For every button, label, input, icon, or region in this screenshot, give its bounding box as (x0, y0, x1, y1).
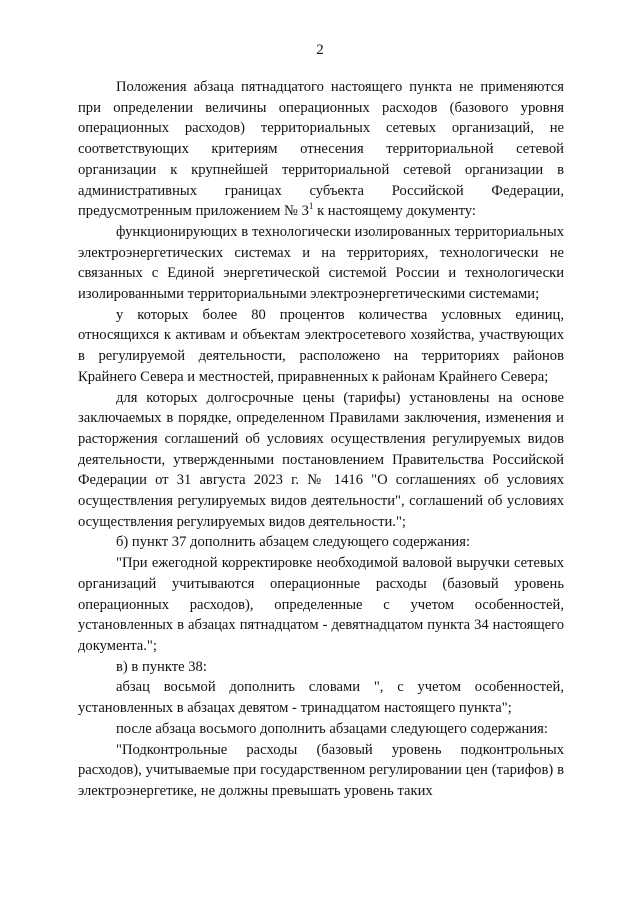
paragraph-item-b: б) пункт 37 дополнить абзацем следующего содержания: (116, 534, 471, 551)
paragraph-after-eighth: после абзаца восьмого дополнить абзацами следующего содержания: (116, 720, 548, 737)
paragraph-controlled-expenses: "Подконтрольные расходы (базовый уровень подконтрольных расходов), учитываемые при государственном регулировании цен (тарифов) в электроэнергетике, не должны превышать уровень таких (78, 741, 564, 799)
paragraph-long-term-tariffs: для которых долгосрочные цены (тарифы) установлены на основе заключаемых в порядке, определенном Правилами заключения, изменения и расторжения соглашений об условиях осуществления регулируемых видов деятельности, утвержденными постановлением Правительства Российской Федерации от 31 августа 2023 г. № 1416 "О соглашениях об условиях осуществления регулируемых видов деятельности", соглашений об условиях осуществления регулируемых видов деятельности."; (78, 389, 564, 530)
appendix-superscript: 1 (308, 201, 314, 212)
paragraph-isolated-systems: функционирующих в технологически изолированных территориальных электроэнергетических системах и на территориях, технологически не связанных с Единой энергетической системой России и технологически изолированными территориальными электроэнергетическими системами; (78, 223, 564, 303)
paragraph-intro-text: Положения абзаца пятнадцатого настоящего пункта не применяются при определении величины операционных расходов (базового уровня операционных расходов) территориальных сетевых организаций, не соответствующих критериям отнесения территориальной сетевой организации к крупнейшей территориальной сетевой организации в административных границах субъекта Российской Федерации, предусмотренным приложением № 3 (78, 79, 564, 220)
paragraph-item-v: в) в пункте 38: (116, 658, 207, 675)
paragraph-annual-adjustment: "При ежегодной корректировке необходимой валовой выручки сетевых организаций учитываются операционные расходы (базовый уровень операционных расходов), определенные с учетом особенностей, установленных в абзацах пятнадцатом - девятнадцатом пункта 34 настоящего документа."; (78, 555, 564, 654)
paragraph-far-north: у которых более 80 процентов количества условных единиц, относящихся к активам и объектам электросетевого хозяйства, участвующих в регулируемой деятельности, расположено на территориях районов Крайнего Севера и местностей, приравненных к районам Крайнего Севера; (78, 306, 564, 385)
paragraph-intro (78, 77, 564, 222)
document-body (78, 77, 564, 802)
paragraph-eighth-amendment: абзац восьмой дополнить словами ", с учетом особенностей, установленных в абзацах девятом - тринадцатом настоящего пункта"; (78, 679, 564, 717)
page-number: 2 (316, 42, 324, 58)
paragraph-intro-tail: к настоящему документу: (313, 203, 476, 220)
